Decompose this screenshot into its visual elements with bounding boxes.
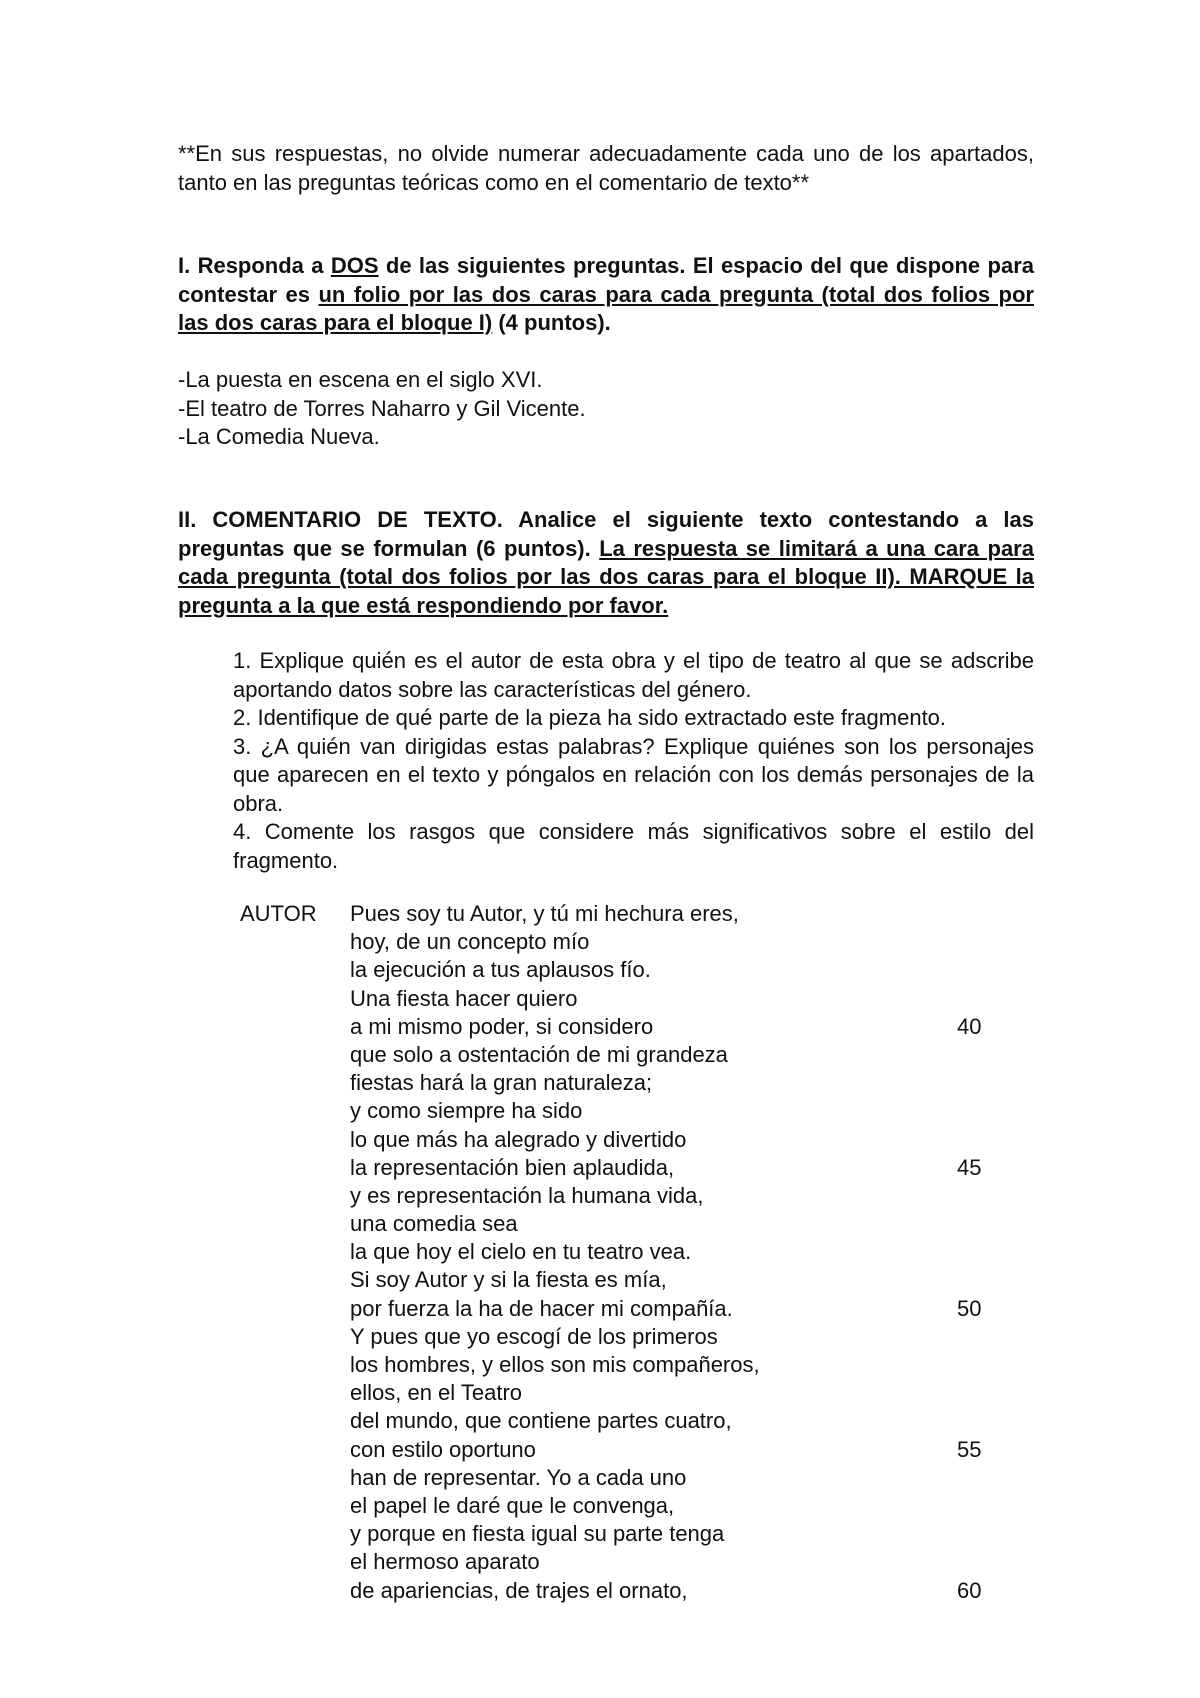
verse-line [350, 1577, 1000, 1605]
verse-text: ellos, en el Teatro [350, 1380, 523, 1406]
verse-line [350, 1238, 1000, 1266]
verse-text: y porque en fiesta igual su parte tenga [350, 1521, 725, 1547]
verse-line [350, 1351, 1000, 1379]
verse-text: el hermoso aparato [350, 1549, 540, 1575]
verse-line [350, 985, 1000, 1013]
verse-line [350, 1520, 1000, 1548]
verse-text: los hombres, y ellos son mis compañeros, [350, 1352, 760, 1377]
speaker-label: AUTOR [240, 901, 317, 926]
verse-line [350, 1041, 1000, 1069]
verse-line [350, 1097, 1000, 1125]
verse-text: el papel le daré que le convenga, [350, 1492, 675, 1518]
instructions-note: **En sus respuestas, no olvide numerar adecuadamente cada uno de los apartados, tanto en las preguntas teóricas como en el comentario de texto** [178, 141, 1034, 195]
verse-text: Una fiesta hacer quiero [350, 985, 578, 1011]
verse-line [350, 1182, 1000, 1210]
section-1-heading [178, 252, 1034, 338]
verse-line [350, 1492, 1000, 1520]
verse-line [350, 956, 1000, 984]
verse-line [350, 928, 1000, 956]
verse-text: una comedia sea [350, 1211, 518, 1237]
verse-text: lo que más ha alegrado y divertido [350, 1126, 687, 1152]
question-item: 1. Explique quién es el autor de esta obra y el tipo de teatro al que se adscribe aportando datos sobre las características del género. [233, 648, 1034, 702]
verse-line [350, 1154, 1000, 1182]
verse-text: por fuerza la ha de hacer mi compañía. [350, 1295, 733, 1321]
verse-line [350, 1210, 1000, 1238]
verse-line [350, 1069, 1000, 1097]
verse-text: Y pues que yo escogí de los primeros [350, 1323, 718, 1349]
verse-text: con estilo oportuno [350, 1436, 536, 1462]
verse-text: la representación bien aplaudida, [350, 1154, 675, 1180]
section-1-points: (4 puntos). [492, 310, 611, 335]
section-1-space-limit: un folio por las dos caras para cada pregunta (total dos folios por las dos caras para el bloque I) [178, 281, 1034, 335]
topic-item: -El teatro de Torres Naharro y Gil Vicente. [178, 395, 586, 421]
verse-text: la ejecución a tus aplausos fío. [350, 957, 651, 983]
section-2-intro: II. COMENTARIO DE TEXTO. Analice el siguiente texto contestando a las preguntas que se formulan (6 puntos). [178, 507, 1034, 561]
question-item: 3. ¿A quién van dirigidas estas palabras? Explique quiénes son los personajes que aparecen en el texto y póngalos en relación con los demás personajes de la obra. [233, 733, 1034, 816]
verse-line [350, 1013, 1000, 1041]
verse-line [350, 900, 1000, 928]
verse-text: hoy, de un concepto mío [350, 929, 590, 955]
verse-text: fiestas hará la gran naturaleza; [350, 1070, 653, 1096]
line-number: 60 [957, 1577, 982, 1603]
verse-line [350, 1548, 1000, 1576]
verse-text: y es representación la humana vida, [350, 1182, 704, 1208]
verse-excerpt [350, 900, 1000, 1605]
section-2-limit: La respuesta se limitará a una cara para cada pregunta (total dos folios por las dos caras para el bloque II). MARQUE la pregunta a la que está respondiendo por favor. [178, 535, 1034, 618]
verse-line [350, 1295, 1000, 1323]
verse-text: Pues soy tu Autor, y tú mi hechura eres, [350, 901, 739, 926]
verse-text: que solo a ostentación de mi grandeza [350, 1041, 728, 1067]
question-item: 2. Identifique de qué parte de la pieza ha sido extractado este fragmento. [233, 705, 947, 730]
verse-line [350, 1266, 1000, 1294]
line-number: 40 [957, 1013, 982, 1039]
verse-line [350, 1323, 1000, 1351]
topic-item: -La Comedia Nueva. [178, 424, 380, 449]
topic-list [178, 366, 1034, 452]
verse-text: del mundo, que contiene partes cuatro, [350, 1408, 732, 1434]
verse-line [350, 1407, 1000, 1435]
verse-text: la que hoy el cielo en tu teatro vea. [350, 1239, 692, 1265]
verse-line [350, 1464, 1000, 1492]
question-item: 4. Comente los rasgos que considere más significativos sobre el estilo del fragmento. [233, 819, 1034, 873]
verse-text: Si soy Autor y si la fiesta es mía, [350, 1267, 667, 1293]
topic-item: -La puesta en escena en el siglo XVI. [178, 367, 543, 392]
verse-line [350, 1379, 1000, 1407]
verse-line [350, 1126, 1000, 1154]
verse-text: de apariencias, de trajes el ornato, [350, 1577, 688, 1603]
verse-line [350, 1436, 1000, 1464]
line-number: 55 [957, 1436, 982, 1462]
verse-text: a mi mismo poder, si considero [350, 1013, 654, 1039]
verse-text: han de representar. Yo a cada uno [350, 1464, 687, 1490]
section-1-intro: I. Responda a [178, 253, 331, 278]
verse-text: y como siempre ha sido [350, 1098, 583, 1124]
question-list [233, 647, 1034, 875]
section-1-space-text: de las siguientes preguntas. El espacio del que dispone para contestar es [178, 253, 1034, 307]
section-2-heading [178, 506, 1034, 620]
section-1-count: DOS [330, 253, 379, 278]
line-number: 45 [957, 1154, 982, 1180]
line-number: 50 [957, 1295, 982, 1321]
